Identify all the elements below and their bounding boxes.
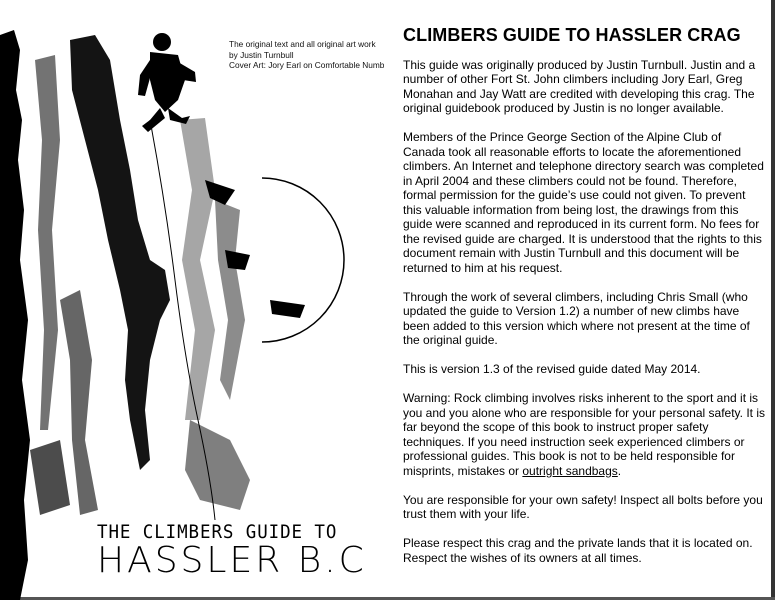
moon-outline [262,178,344,342]
credit-line: by Justin Turnbull [229,49,294,60]
paragraph-origin: This guide was originally produced by Justin Turnbull. Justin and a number of other Fort St. John climbers including Jory Earl, Greg Monahan and Jay Watt are credited with developing this crag. The original guidebook produced by Justin is no longer available. [403,57,756,115]
paragraph-version: This is version 1.3 of the revised guide dated May 2014. [403,362,701,376]
guide-text-column [403,25,765,580]
document-title: CLIMBERS GUIDE TO HASSLER CRAG [403,25,741,45]
paragraph-permission: Members of the Prince George Section of the Alpine Club of Canada took all reasonable efforts to locate the aforementioned climbers. An Internet and telephone directory search was completed in April 2004 and these climbers could not be found. Therefore, formal permission for the guide’s use could not given. To prevent this valuable information from being lost, the drawings from this guide were scanned and reproduced in its current form. No fees for the revised guide are charged. It is understood that the rights to this document remain with Justin Turnbull and this document will be returned to him at his request. [403,130,764,275]
climber-illustration [0,0,385,600]
sandbags-link[interactable]: outright sandbags [522,463,618,478]
cover-title-line2: HASSLER B.C [97,540,367,581]
cover-credits [229,39,385,71]
warning-end: . [617,463,622,478]
left-rock-wall [0,30,30,600]
warning-text: Warning: Rock climbing involves risks inherent to the sport and it is you and you alone who are responsible for your personal safety. It is far beyond the scope of this book to instruct proper safety techniques. If you need instruction seek experienced climbers or professional guides. This book is not to be held responsible for misprints, mistakes or [403,391,765,478]
credit-line: The original text and all original art work [229,39,376,49]
credit-line: Cover Art: Jory Earl on Comfortable Numb [229,60,385,70]
cover-title-line1: THE CLIMBERS GUIDE TO [97,521,338,543]
paragraph-updates: Through the work of several climbers, including Chris Small (who updated the guide to Version 1.2) a number of new climbs have been added to this version which where not present at the time of the original guide. [403,289,750,347]
paragraph-safety: You are responsible for your own safety! Inspect all bolts before you trust them with your life. [403,492,763,521]
paragraph-respect: Please respect this crag and the private lands that it is located on. Respect the wishes of its owners at all times. [403,536,753,565]
paragraph-warning [403,391,765,478]
cover-art-panel [0,0,385,600]
page-edge-right [771,0,775,600]
climber-figure [138,33,196,132]
